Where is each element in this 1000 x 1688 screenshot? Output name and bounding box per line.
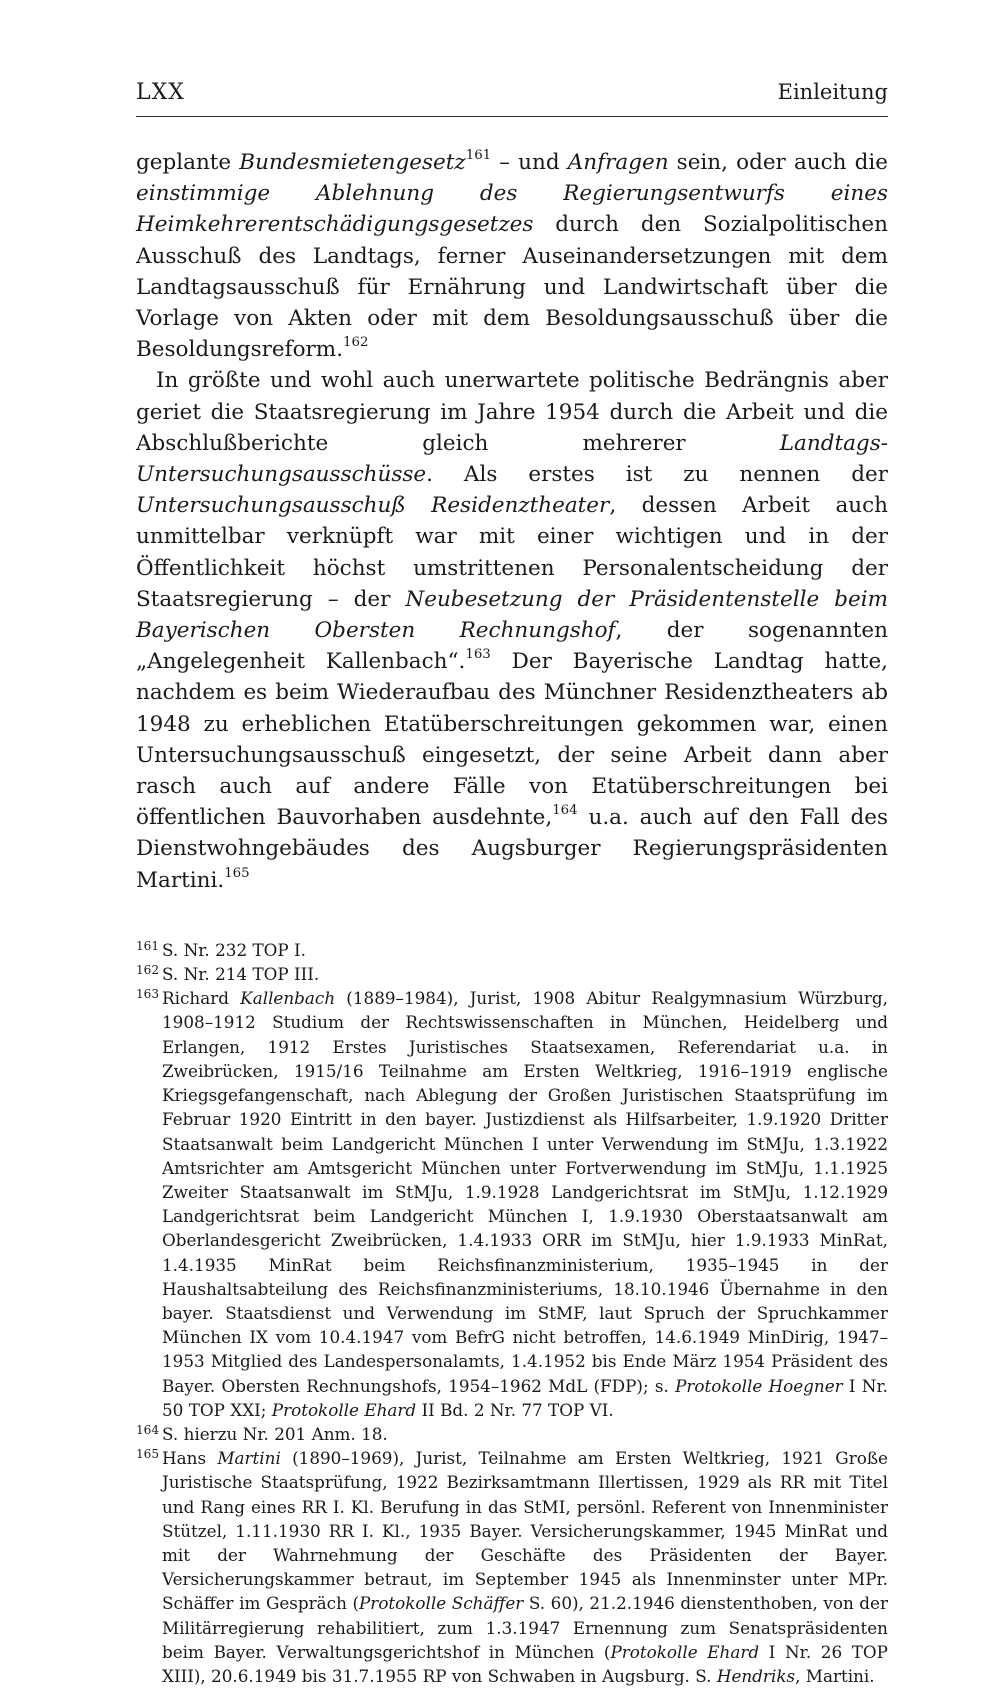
text-run: , dessen Arbeit auch unmittelbar verknüpft war mit einer wichtigen und in der Öffentlichkeit höchst umstrittenen Personalentscheidung der Staatsregierung – der (136, 493, 888, 612)
italic-text: Protokolle Schäffer (359, 1593, 524, 1614)
page-number: LXX (136, 80, 185, 105)
footnote-text (162, 1446, 888, 1688)
footnote-ref: 165 (224, 865, 250, 881)
footnote-number: 163 (136, 987, 160, 1002)
text-run: S. 60), 21.2.1946 dienstenthoben, von der Militärregierung rehabilitiert, zum 1.3.1947 Ernennung zum Senatspräsidenten beim Bayer. Verwaltungsgerichtshof in München ( (162, 1593, 888, 1662)
italic-text: Martini (217, 1448, 281, 1469)
italic-text: einstimmige Ablehnung des Regierungsentwurfs eines Heimkehrerentschädigungsgesetzes (136, 181, 888, 238)
text-run: I Nr. 26 TOP XIII), 20.6.1949 bis 31.7.1955 RP von Schwaben in Augsburg. S. (162, 1641, 888, 1686)
italic-text: Kallenbach (240, 988, 336, 1009)
italic-text: Neubesetzung der Präsidentenstelle beim Bayerischen Obersten Rechnungshof (136, 586, 888, 644)
footnote-text (162, 986, 888, 1422)
italic-text: Protokolle Hoegner (675, 1375, 843, 1396)
italic-text: Untersuchungsausschuß Residenztheater (136, 493, 610, 519)
footnote-162 (136, 962, 888, 986)
footnote-161 (136, 938, 888, 962)
paragraph-1 (136, 147, 888, 365)
footnote-text (162, 962, 888, 986)
text-run: , Martini. (795, 1665, 875, 1686)
text-run: geplante (136, 150, 240, 175)
footnote-164 (136, 1422, 888, 1446)
text-run: Hans (162, 1448, 218, 1469)
footnote-165 (136, 1446, 888, 1688)
italic-text: Bundesmietengesetz (239, 150, 466, 175)
italic-text: Protokolle Ehard (610, 1641, 760, 1662)
footnote-number: 162 (136, 963, 160, 978)
footnote-number: 165 (136, 1447, 160, 1462)
text-run: In größte und wohl auch unerwartete politische Bedrängnis aber geriet die Staatsregierung im Jahre 1954 durch die Arbeit und die Abschlußberichte gleich mehrerer (136, 368, 888, 456)
text-run: II Bd. 2 Nr. 77 TOP VI. (416, 1399, 614, 1420)
text-run: . Als erstes ist zu nennen der (426, 462, 888, 488)
italic-text: Landtags-Untersuchungsausschüsse (136, 430, 888, 488)
text-run: S. hierzu Nr. 201 Anm. 18. (162, 1423, 388, 1444)
footnotes (136, 938, 888, 1688)
text-run: I Nr. 50 TOP XXI; (162, 1375, 888, 1420)
italic-text: Protokolle Ehard (271, 1399, 417, 1420)
text-run: u.a. auch auf den Fall des Dienstwohngebäudes des Augsburger Regierungspräsidenten Martini. (136, 805, 888, 893)
footnote-number: 161 (136, 938, 160, 953)
running-header (136, 80, 888, 117)
footnote-text (162, 938, 888, 962)
text-run: S. Nr. 214 TOP III. (162, 964, 320, 985)
main-text (136, 147, 888, 896)
footnote-number: 164 (136, 1422, 160, 1437)
footnote-163 (136, 986, 888, 1422)
text-run: (1889–1984), Jurist, 1908 Abitur Realgymnasium Würzburg, 1908–1912 Studium der Rechtswissenschaften in München, Heidelberg und Erlangen, 1912 Erstes Juristisches Staatsexamen, Referendariat u.a. in Zweibrücken, 1915/16 Teilnahme am Ersten Weltkrieg, 1916–1919 englische Kriegsgefangenschaft, nach Ablegung der Großen Juristischen Staatsprüfung im Februar 1920 Eintritt in den bayer. Justizdienst als Hilfsarbeiter, 1.9.1920 Dritter Staatsanwalt beim Landgericht München I unter Verwendung im StMJu, 1.3.1922 Amtsrichter am Amtsgericht München unter Fortverwendung im StMJu, 1.1.1925 Zweiter Staatsanwalt im StMJu, 1.9.1928 Landgerichtsrat im StMJu, 1.12.1929 Landgerichtsrat beim Landgericht München I, 1.9.1930 Oberstaatsanwalt am Oberlandesgericht Zweibrücken, 1.4.1933 ORR im StMJu, hier 1.9.1933 MinRat, 1.4.1935 MinRat beim Reichsfinanzministerium, 1935–1945 in der Haushaltsabteilung des Reichsfinanzministeriums, 18.10.1946 Übernahme in den bayer. Staatsdienst und Verwendung im StMF, laut Spruch der Spruchkammer München IX vom 10.4.1947 vom BefrG nicht betroffen, 14.6.1949 MinDirig, 1947–1953 Mitglied des Landespersonalamts, 1.4.1952 bis Ende März 1954 Präsident des Bayer. Obersten Rechnungshofs, 1954–1962 MdL (FDP); s. (162, 988, 888, 1396)
footnote-ref: 164 (552, 803, 578, 819)
footnote-text (162, 1422, 888, 1446)
text-run: Richard (162, 988, 241, 1009)
text-run: durch den Sozialpolitischen Ausschuß des Landtags, ferner Auseinandersetzungen mit dem Landtagsausschuß für Ernährung und Landwirtschaft über die Vorlage von Akten oder mit dem Besoldungsausschuß über die Besoldungsreform. (136, 212, 888, 363)
text-run: – und (491, 150, 568, 175)
footnote-ref: 162 (343, 335, 369, 351)
italic-text: Hendriks (716, 1665, 796, 1686)
italic-text: Anfragen (567, 150, 669, 175)
text-run: , der sogenannten „Angelegenheit Kallenbach“. (136, 618, 888, 675)
text-run: (1890–1969), Jurist, Teilnahme am Ersten Weltkrieg, 1921 Große Juristische Staatsprüfung, 1922 Bezirksamtmann Illertissen, 1929 als RR mit Titel und Rang eines RR I. Kl. Berufung in das StMI, persönl. Referent von Innenminister Stützel, 1.11.1930 RR I. Kl., 1935 Bayer. Versicherungskammer, 1945 MinRat und mit der Wahrnehmung der Geschäfte des Präsidenten der Bayer. Versicherungskammer betraut, im September 1945 als Innenminster unter MPr. Schäffer im Gespräch ( (162, 1448, 888, 1614)
running-title: Einleitung (777, 80, 888, 104)
page (136, 80, 888, 1688)
text-run: Der Bayerische Landtag hatte, nachdem es beim Wiederaufbau des Münchner Residenztheaters ab 1948 zu erheblichen Etatüberschreitungen gekommen war, einen Untersuchungsausschuß eingesetzt, der seine Arbeit dann aber rasch auch auf andere Fälle von Etatüberschreitungen bei öffentlichen Bauvorhaben ausdehnte, (136, 649, 889, 831)
text-run: sein, oder auch die (668, 150, 889, 175)
footnote-ref: 161 (465, 147, 492, 163)
text-run: S. Nr. 232 TOP I. (162, 939, 306, 960)
paragraph-2 (136, 365, 888, 895)
footnote-ref: 163 (465, 647, 491, 663)
